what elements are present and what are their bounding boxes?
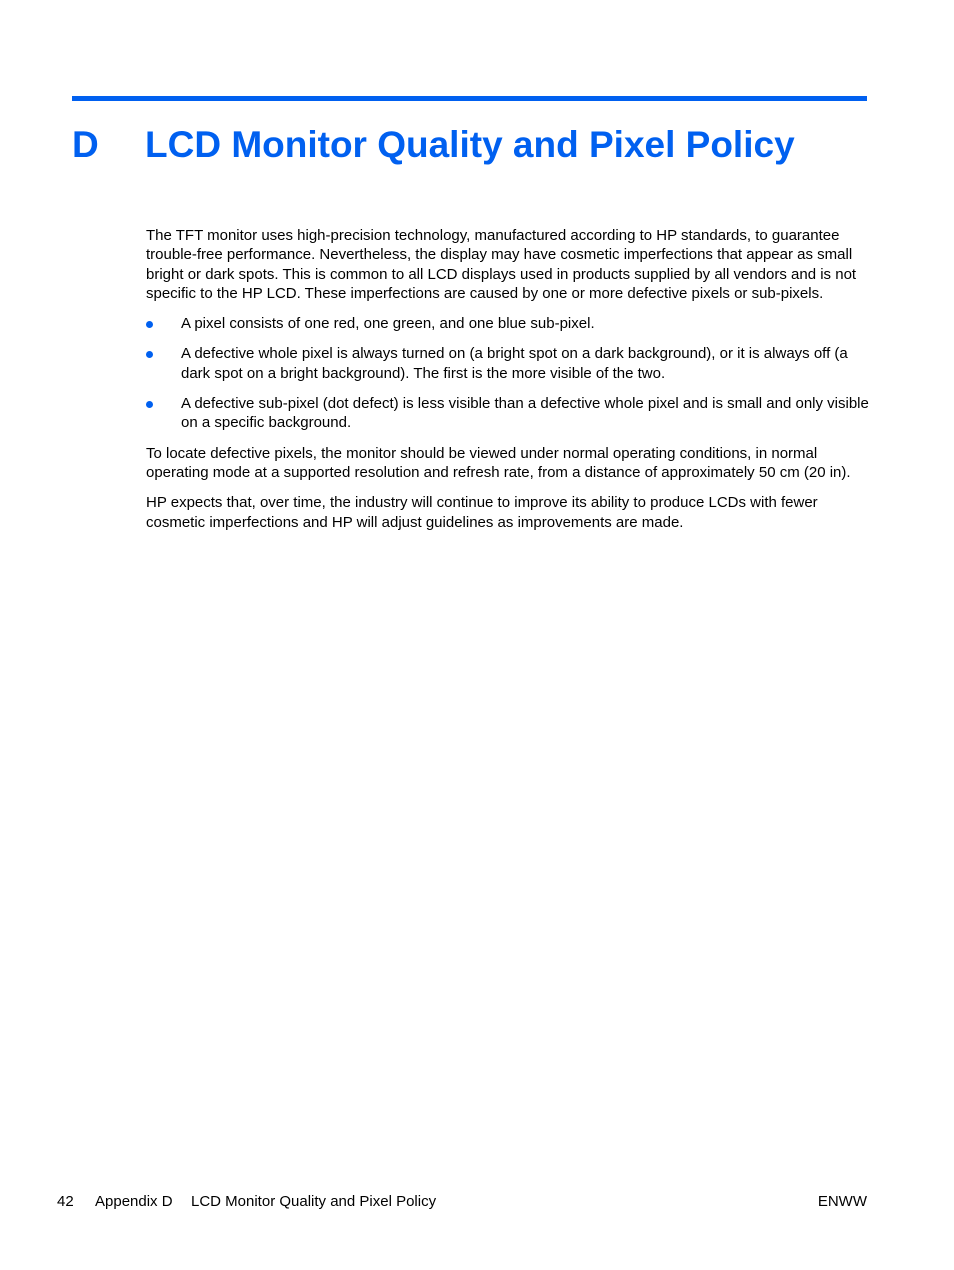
list-item-text: A defective whole pixel is always turned on (a bright spot on a dark background), or it is always off (a dark spot on a bright background). The first is the more visible of the two. — [181, 345, 848, 382]
closing-paragraph: HP expects that, over time, the industry will continue to improve its ability to produce LCDs with fewer cosmetic imperfections and HP will adjust guidelines as improvements are made. — [146, 494, 818, 531]
footer-chapter-title: LCD Monitor Quality and Pixel Policy — [191, 1193, 437, 1210]
footer-chapter-label: Appendix D — [95, 1193, 173, 1210]
page-number: 42 — [57, 1193, 74, 1210]
list-item — [146, 344, 870, 383]
list-item-text: A defective sub-pixel (dot defect) is less visible than a defective whole pixel and is small and only visible on a specific background. — [181, 395, 869, 432]
chapter-letter: D — [72, 124, 99, 165]
footer-language-code: ENWW — [817, 1193, 867, 1210]
list-item — [146, 394, 870, 433]
intro-paragraph: The TFT monitor uses high-precision technology, manufactured according to HP standards, to guarantee trouble-free performance. Nevertheless, the display may have cosmetic imperfections that appear as small bright or dark spots. This is common to all LCD displays used in products supplied by all vendors and is not specific to the HP LCD. These imperfections are caused by one or more defective pixels or sub-pixels. — [146, 227, 857, 302]
chapter-rule — [72, 96, 867, 101]
chapter-title: LCD Monitor Quality and Pixel Policy — [145, 124, 795, 165]
pixel-defect-list — [146, 314, 870, 432]
locate-paragraph: To locate defective pixels, the monitor should be viewed under normal operating conditions, in normal operating mode at a supported resolution and refresh rate, from a distance of approximately 50 cm (20 in). — [146, 444, 851, 481]
body-content — [146, 226, 870, 543]
bullet-icon — [146, 401, 153, 408]
bullet-icon — [146, 351, 153, 358]
list-item — [146, 314, 870, 333]
page-footer — [57, 1192, 867, 1212]
chapter-heading — [72, 119, 872, 171]
bullet-icon — [146, 321, 153, 328]
list-item-text: A pixel consists of one red, one green, and one blue sub-pixel. — [181, 315, 595, 333]
